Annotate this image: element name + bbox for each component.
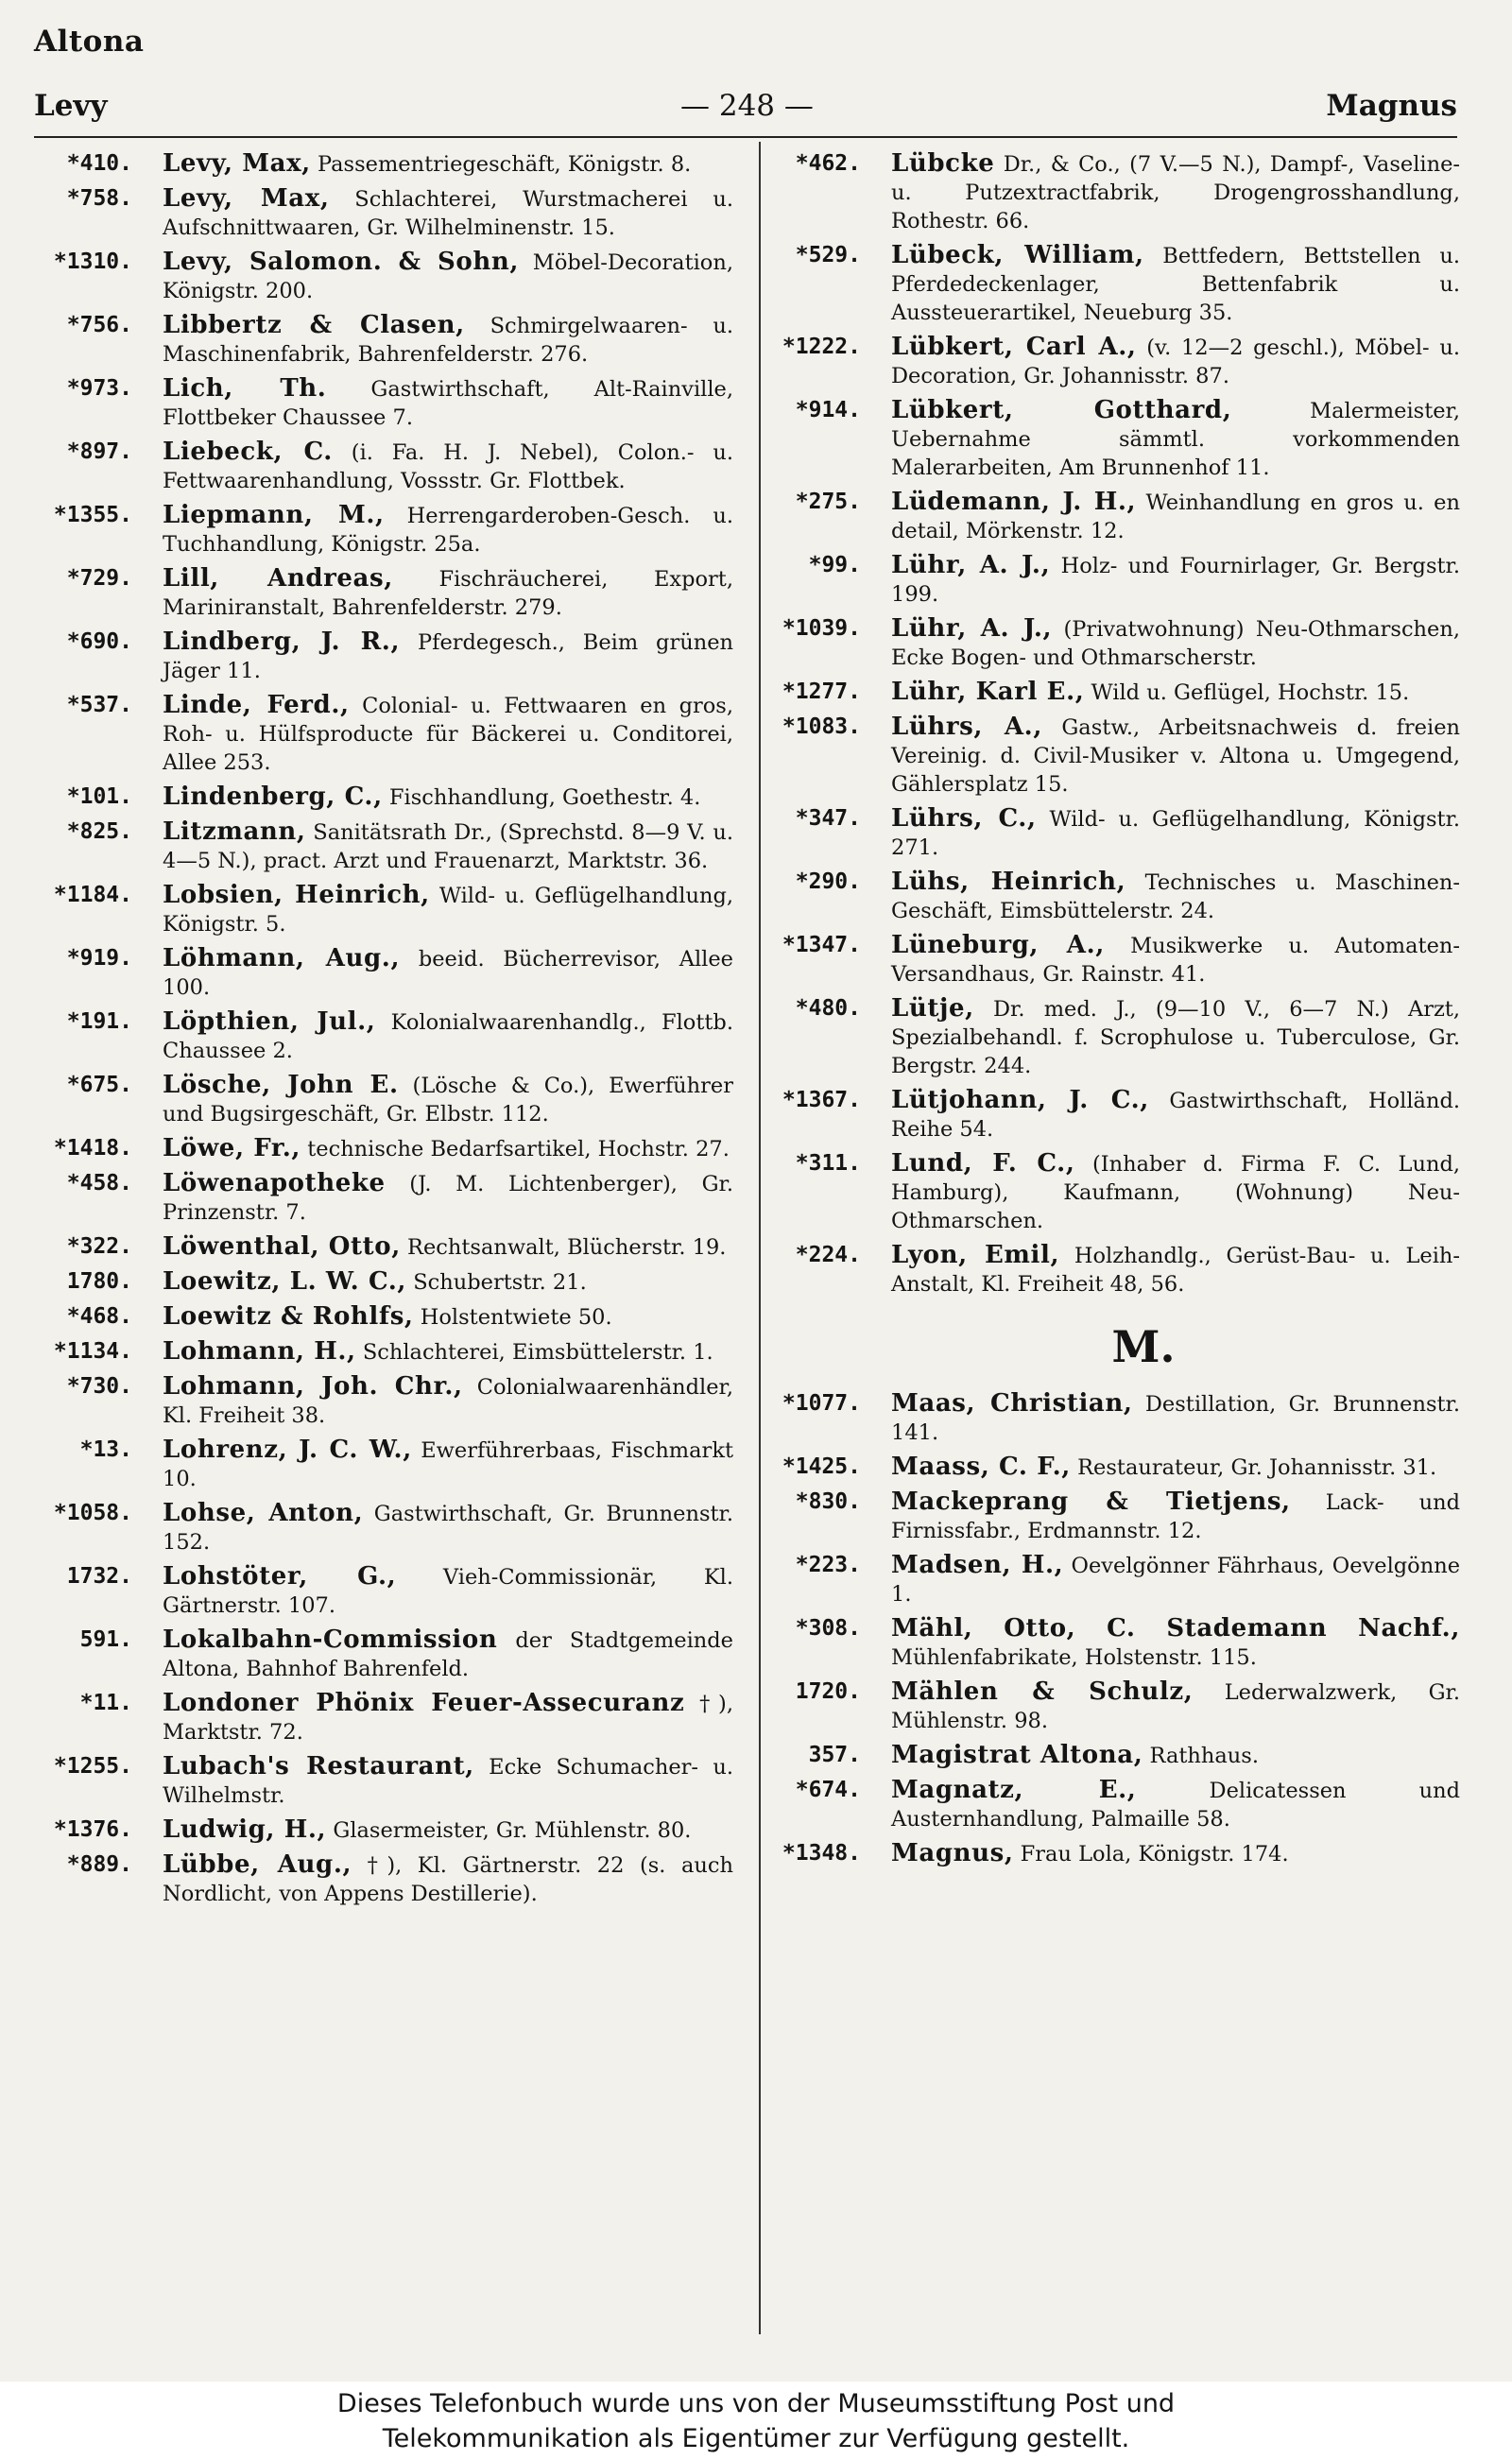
directory-entry: [34, 691, 733, 777]
subscriber-name: Löwenapotheke: [163, 1169, 386, 1197]
phone-number: *529.: [795, 243, 861, 267]
directory-entry: [34, 501, 733, 559]
phone-number: *973.: [66, 376, 132, 401]
subscriber-details: (J. M. Lichtenberger), Gr. Prinzenstr. 7.: [163, 1172, 733, 1225]
subscriber-details: Colonialwaarenhändler, Kl. Freiheit 38.: [163, 1375, 733, 1428]
entry-text: [891, 1741, 1460, 1770]
subscriber-details: Musikwerke u. Automaten-Versandhaus, Gr. Rainstr. 41.: [891, 934, 1460, 987]
entry-text: [891, 241, 1460, 327]
subscriber-name: Loewitz, L. W. C.,: [163, 1267, 407, 1296]
entry-text: [891, 1488, 1460, 1545]
phone-number: 591.: [79, 1627, 132, 1652]
subscriber-name: Lübeck, William,: [891, 241, 1144, 269]
entry-text: [163, 1689, 733, 1746]
entry-text: [163, 1134, 733, 1163]
subscriber-details: Weinhandlung en gros u. en detail, Mörkenstr. 12.: [891, 490, 1460, 543]
entry-text: [163, 374, 733, 432]
entry-text: [163, 881, 733, 938]
subscriber-name: Londoner Phönix Feuer-Assecuranz: [163, 1689, 685, 1717]
phone-number: *1355.: [53, 503, 132, 527]
entry-text: [891, 1086, 1460, 1144]
subscriber-details: Technisches u. Maschinen-Geschäft, Eimsbüttelerstr. 24.: [891, 870, 1460, 923]
phone-number: *690.: [66, 629, 132, 654]
entry-text: [891, 868, 1460, 925]
footer-notice: [0, 2382, 1512, 2460]
directory-entry: [34, 1850, 733, 1908]
entry-text: [163, 248, 733, 305]
directory-entry: [34, 248, 733, 305]
section-letter: M.: [1111, 1321, 1176, 1372]
directory-entry: [770, 678, 1460, 707]
subscriber-details: Schlachterei, Eimsbüttelerstr. 1.: [355, 1340, 713, 1365]
phone-number: *275.: [795, 490, 861, 514]
subscriber-name: Loewitz & Rohlfs,: [163, 1302, 414, 1331]
directory-entry: [34, 1499, 733, 1557]
subscriber-name: Lübbe, Aug.,: [163, 1850, 352, 1879]
phone-number: *537.: [66, 693, 132, 717]
directory-entry: [770, 1086, 1460, 1144]
subscriber-name: Lohse, Anton,: [163, 1499, 364, 1527]
entry-text: [891, 713, 1460, 799]
directory-entry: [770, 1149, 1460, 1235]
phone-number: *1367.: [782, 1088, 861, 1112]
directory-entry: [34, 374, 733, 432]
subscriber-name: Lühr, A. J.,: [891, 551, 1051, 579]
directory-entry: [34, 628, 733, 685]
subscriber-details: der Stadtgemeinde Altona, Bahnhof Bahrenfeld.: [163, 1628, 733, 1681]
entry-text: [891, 614, 1460, 672]
phone-number: *290.: [795, 869, 861, 894]
subscriber-details: (Inhaber d. Firma F. C. Lund, Hamburg), Kaufmann, (Wohnung) Neu-Othmarschen.: [891, 1152, 1461, 1233]
entry-text: [163, 1337, 733, 1367]
entry-text: [163, 438, 733, 495]
subscriber-name: Lühr, Karl E.,: [891, 678, 1085, 706]
subscriber-details: Wild u. Geflügel, Hochstr. 15.: [1084, 680, 1410, 705]
entry-text: [891, 1776, 1460, 1833]
directory-entry: [770, 1241, 1460, 1299]
directory-entry: [34, 817, 733, 875]
subscriber-name: Magnus,: [891, 1839, 1014, 1867]
directory-entry: [34, 1562, 733, 1620]
entry-text: [163, 149, 733, 179]
phone-number: *1255.: [53, 1754, 132, 1779]
directory-entry: [34, 1071, 733, 1128]
subscriber-name: Magnatz, E.,: [891, 1776, 1137, 1804]
phone-number: *1347.: [782, 933, 861, 957]
subscriber-details: Wild- u. Geflügelhandlung, Königstr. 5.: [163, 884, 733, 937]
phone-number: *1425.: [782, 1454, 861, 1479]
subscriber-name: Lobsien, Heinrich,: [163, 881, 430, 909]
phone-number: *1039.: [782, 616, 861, 641]
entry-text: [163, 311, 733, 369]
subscriber-name: Lösche, John E.: [163, 1071, 399, 1099]
entry-text: [163, 691, 733, 777]
directory-entry: [34, 944, 733, 1002]
right-column-l-entries: [770, 149, 1460, 1299]
entry-text: [891, 931, 1460, 989]
directory-entry: [34, 149, 733, 179]
phone-number: *1277.: [782, 680, 861, 704]
subscriber-details: Rechtsanwalt, Blücherstr. 19.: [400, 1235, 727, 1260]
subscriber-details: Glasermeister, Gr. Mühlenstr. 80.: [326, 1818, 692, 1843]
entry-text: [163, 1372, 733, 1430]
subscriber-name: Lühr, A. J.,: [891, 614, 1053, 643]
directory-entry: [34, 1626, 733, 1683]
subscriber-details: Oevelgönner Fährhaus, Oevelgönne 1.: [891, 1554, 1461, 1607]
phone-number: *1184.: [53, 883, 132, 907]
subscriber-name: Levy, Salomon. & Sohn,: [163, 248, 519, 276]
subscriber-details: Herrengarderoben-Gesch. u. Tuchhandlung, Königstr. 25a.: [163, 504, 733, 557]
phone-number: *462.: [795, 151, 861, 176]
entry-text: [163, 944, 733, 1002]
entry-text: [891, 994, 1460, 1080]
subscriber-name: Mackeprang & Tietjens,: [891, 1488, 1291, 1516]
subscriber-details: Dr. med. J., (9—10 V., 6—7 N.) Arzt, Spezialbehandl. f. Scrophulose u. Tuberculose, Gr. Bergstr. 244.: [891, 997, 1460, 1078]
phone-number: *11.: [79, 1691, 132, 1715]
subscriber-name: Maas, Christian,: [891, 1389, 1133, 1418]
entry-text: [163, 1007, 733, 1065]
entry-text: [891, 396, 1460, 482]
subscriber-details: Möbel-Decoration, Königstr. 200.: [163, 250, 733, 303]
directory-entry: [34, 438, 733, 495]
phone-number: *191.: [66, 1009, 132, 1034]
subscriber-name: Lütje,: [891, 994, 974, 1023]
entry-text: [163, 1562, 733, 1620]
phone-number: 357.: [808, 1743, 861, 1767]
footer-line-1: Dieses Telefonbuch wurde uns von der Museumsstiftung Post und: [336, 2389, 1176, 2418]
directory-entry: [34, 1337, 733, 1367]
directory-entry: [770, 994, 1460, 1080]
subscriber-details: Sanitätsrath Dr., (Sprechstd. 8—9 V. u. 4—5 N.), pract. Arzt und Frauenarzt, Marktstr. 36.: [163, 820, 733, 873]
subscriber-name: Löhmann, Aug.,: [163, 944, 401, 972]
subscriber-name: Ludwig, H.,: [163, 1815, 327, 1844]
entry-text: [891, 1551, 1460, 1608]
phone-number: *223.: [795, 1553, 861, 1577]
subscriber-name: Levy, Max,: [163, 149, 311, 178]
subscriber-name: Lührs, A.,: [891, 713, 1042, 741]
subscriber-name: Lührs, C.,: [891, 804, 1037, 833]
directory-entry: [770, 241, 1460, 327]
entry-text: [163, 1436, 733, 1493]
entry-text: [891, 1241, 1460, 1299]
subscriber-name: Löwe, Fr.,: [163, 1134, 301, 1162]
left-keyword: Levy: [34, 89, 108, 123]
phone-number: *1222.: [782, 335, 861, 359]
subscriber-name: Lokalbahn-Commission: [163, 1626, 498, 1654]
subscriber-details: Kolonialwaarenhandlg., Flottb. Chaussee 2.: [163, 1010, 733, 1063]
subscriber-name: Lohstöter, G.,: [163, 1562, 397, 1591]
entry-text: [163, 501, 733, 559]
phone-number: *914.: [795, 398, 861, 422]
subscriber-details: (i. Fa. H. J. Nebel), Colon.- u. Fettwaarenhandlung, Vossstr. Gr. Flottbek.: [163, 440, 734, 493]
entry-text: [163, 1169, 733, 1227]
phone-number: *675.: [66, 1073, 132, 1097]
entry-text: [163, 184, 733, 242]
phone-number: *758.: [66, 186, 132, 211]
subscriber-name: Maass, C. F.,: [891, 1453, 1071, 1481]
phone-number: *729.: [66, 566, 132, 591]
subscriber-details: Gastwirthschaft, Alt-Rainville, Flottbeker Chaussee 7.: [163, 377, 734, 430]
directory-entry: [34, 1302, 733, 1332]
directory-entry: [770, 713, 1460, 799]
entry-text: [163, 1302, 733, 1332]
entry-text: [163, 564, 733, 622]
phone-number: *410.: [66, 151, 132, 176]
entry-text: [891, 1677, 1460, 1735]
directory-entry: [34, 1689, 733, 1746]
subscriber-details: Schmirgelwaaren- u. Maschinenfabrik, Bahrenfelderstr. 276.: [163, 314, 733, 367]
directory-entry: [34, 311, 733, 369]
entry-text: [891, 678, 1460, 707]
directory-entry: [770, 396, 1460, 482]
phone-number: *1058.: [53, 1501, 132, 1525]
subscriber-details: Schlachterei, Wurstmacherei u. Aufschnittwaaren, Gr. Wilhelminenstr. 15.: [163, 187, 733, 240]
subscriber-details: Gastw., Arbeitsnachweis d. freien Vereinig. d. Civil-Musiker v. Altona u. Umgegend, Gählersplatz 15.: [891, 715, 1460, 797]
subscriber-name: Lohmann, Joh. Chr.,: [163, 1372, 463, 1401]
directory-entry: [34, 1267, 733, 1297]
subscriber-details: Wild- u. Geflügelhandlung, Königstr. 271.: [891, 807, 1461, 860]
subscriber-name: Lohmann, H.,: [163, 1337, 356, 1366]
subscriber-name: Lübkert, Carl A.,: [891, 333, 1137, 361]
directory-entry: [770, 149, 1460, 235]
right-column: [770, 149, 1460, 1874]
subscriber-details: Fischhandlung, Goethestr. 4.: [382, 785, 701, 810]
directory-entry: [770, 1614, 1460, 1672]
header-rule: [34, 136, 1457, 138]
subscriber-details: Fischräucherei, Export, Mariniranstalt, Bahrenfelderstr. 279.: [163, 567, 733, 620]
directory-entry: [34, 1436, 733, 1493]
subscriber-name: Lindenberg, C.,: [163, 783, 383, 811]
directory-entry: [34, 881, 733, 938]
directory-entry: [770, 931, 1460, 989]
phone-number: *730.: [66, 1374, 132, 1399]
subscriber-name: Madsen, H.,: [891, 1551, 1064, 1579]
phone-number: *311.: [795, 1151, 861, 1176]
subscriber-details: beeid. Bücherrevisor, Allee 100.: [163, 947, 733, 1000]
directory-entry: [770, 1741, 1460, 1770]
phone-number: *756.: [66, 313, 132, 337]
directory-entry: [770, 551, 1460, 609]
subscriber-name: Lindberg, J. R.,: [163, 628, 401, 656]
phone-number: *674.: [795, 1778, 861, 1802]
phone-number: *830.: [795, 1489, 861, 1514]
subscriber-name: Litzmann,: [163, 817, 306, 846]
subscriber-details: †), Marktstr. 72.: [163, 1692, 733, 1745]
entry-text: [891, 1839, 1460, 1868]
subscriber-details: Bettfedern, Bettstellen u. Pferdedeckenlager, Bettenfabrik u. Aussteuerartikel, Neueburg 35.: [891, 244, 1460, 325]
phone-number: *1418.: [53, 1136, 132, 1161]
subscriber-name: Linde, Ferd.,: [163, 691, 350, 719]
directory-entry: [770, 1677, 1460, 1735]
phone-number: *13.: [79, 1437, 132, 1462]
city-heading: Altona: [34, 25, 145, 59]
subscriber-details: Restaurateur, Gr. Johannisstr. 31.: [1070, 1455, 1437, 1480]
directory-entry: [770, 1453, 1460, 1482]
directory-entry: [770, 333, 1460, 390]
subscriber-details: Holzhandlg., Gerüst-Bau- u. Leih-Anstalt, Kl. Freiheit 48, 56.: [891, 1244, 1460, 1297]
entry-text: [163, 1626, 733, 1683]
subscriber-details: Colonial- u. Fettwaaren en gros, Roh- u. Hülfsproducte für Bäckerei u. Conditorei, Allee 253.: [163, 694, 734, 775]
subscriber-details: Ewerführerbaas, Fischmarkt 10.: [163, 1438, 733, 1491]
subscriber-name: Libbertz & Clasen,: [163, 311, 465, 339]
entry-text: [163, 1071, 733, 1128]
subscriber-name: Löwenthal, Otto,: [163, 1232, 401, 1261]
phone-number: *480.: [795, 996, 861, 1021]
directory-entry: [34, 783, 733, 812]
subscriber-name: Lütjohann, J. C.,: [891, 1086, 1149, 1114]
phone-number: *1376.: [53, 1817, 132, 1842]
entry-text: [163, 628, 733, 685]
phone-number: *919.: [66, 946, 132, 971]
footer-line-2: Telekommunikation als Eigentümer zur Verfügung gestellt.: [382, 2424, 1130, 2453]
subscriber-name: Lübcke: [891, 149, 995, 178]
subscriber-details: Destillation, Gr. Brunnenstr. 141.: [891, 1392, 1460, 1445]
directory-entry: [770, 1776, 1460, 1833]
entry-text: [163, 1850, 733, 1908]
entry-text: [891, 551, 1460, 609]
subscriber-details: †), Kl. Gärtnerstr. 22 (s. auch Nordlicht, von Appens Destillerie).: [163, 1853, 733, 1906]
directory-entry: [770, 1389, 1460, 1447]
column-divider: [759, 142, 761, 2334]
phone-number: *308.: [795, 1616, 861, 1641]
entry-text: [891, 488, 1460, 545]
subscriber-name: Liepmann, M.,: [163, 501, 385, 529]
subscriber-name: Levy, Max,: [163, 184, 330, 213]
entry-text: [891, 333, 1460, 390]
directory-entry: [34, 1232, 733, 1262]
subscriber-name: Lübkert, Gotthard,: [891, 396, 1232, 424]
directory-entry: [34, 1372, 733, 1430]
phone-number: *889.: [66, 1852, 132, 1877]
entry-text: [891, 804, 1460, 862]
entry-text: [891, 149, 1460, 235]
entry-text: [891, 1389, 1460, 1447]
directory-entry: [770, 1551, 1460, 1608]
page-number: — 248 —: [680, 89, 814, 123]
entry-text: [163, 1232, 733, 1262]
right-column-m-entries: [770, 1389, 1460, 1868]
subscriber-details: Delicatessen und Austernhandlung, Palmaille 58.: [891, 1779, 1460, 1832]
subscriber-name: Löpthien, Jul.,: [163, 1007, 376, 1036]
subscriber-name: Lüneburg, A.,: [891, 931, 1105, 959]
subscriber-details: (Privatwohnung) Neu-Othmarschen, Ecke Bogen- und Othmarscherstr.: [891, 617, 1460, 670]
subscriber-name: Lyon, Emil,: [891, 1241, 1060, 1269]
subscriber-details: Dr., & Co., (7 V.—5 N.), Dampf-, Vaseline- u. Putzextractfabrik, Drogengrosshandlung, Rothestr. 66.: [891, 152, 1460, 233]
subscriber-details: Ecke Schumacher- u. Wilhelmstr.: [163, 1755, 733, 1808]
directory-entry: [34, 1169, 733, 1227]
directory-entry: [34, 1134, 733, 1163]
subscriber-details: Vieh-Commissionär, Kl. Gärtnerstr. 107.: [163, 1565, 733, 1618]
phone-number: *468.: [66, 1304, 132, 1329]
subscriber-name: Lill, Andreas,: [163, 564, 393, 593]
phone-number: 1780.: [66, 1269, 132, 1294]
subscriber-name: Mählen & Schulz,: [891, 1677, 1194, 1706]
phone-number: 1732.: [66, 1564, 132, 1589]
phone-number: *347.: [795, 806, 861, 831]
subscriber-name: Lich, Th.: [163, 374, 327, 403]
entry-text: [163, 1499, 733, 1557]
phone-number: *825.: [66, 819, 132, 844]
subscriber-name: Lund, F. C.,: [891, 1149, 1075, 1178]
subscriber-details: Gastwirthschaft, Holländ. Reihe 54.: [891, 1089, 1460, 1142]
subscriber-details: Lederwalzwerk, Gr. Mühlenstr. 98.: [891, 1680, 1460, 1733]
subscriber-details: Frau Lola, Königstr. 174.: [1013, 1842, 1289, 1867]
subscriber-details: Gastwirthschaft, Gr. Brunnenstr. 152.: [163, 1502, 733, 1555]
subscriber-name: Mähl, Otto, C. Stademann Nachf.,: [891, 1614, 1460, 1643]
phone-number: *458.: [66, 1171, 132, 1196]
subscriber-details: (v. 12—2 geschl.), Möbel- u. Decoration, Gr. Johannisstr. 87.: [891, 335, 1460, 388]
subscriber-details: Pferdegesch., Beim grünen Jäger 11.: [163, 630, 733, 683]
subscriber-details: Malermeister, Uebernahme sämmtl. vorkommenden Malerarbeiten, Am Brunnenhof 11.: [891, 399, 1460, 480]
directory-entry: [34, 1007, 733, 1065]
directory-entry: [770, 868, 1460, 925]
phone-number: *897.: [66, 439, 132, 464]
subscriber-name: Lohrenz, J. C. W.,: [163, 1436, 412, 1464]
directory-entry: [770, 1839, 1460, 1868]
entry-text: [163, 1752, 733, 1810]
subscriber-name: Lüdemann, J. H.,: [891, 488, 1137, 516]
entry-text: [163, 817, 733, 875]
entry-text: [163, 1815, 733, 1845]
directory-entry: [770, 804, 1460, 862]
directory-entry: [34, 184, 733, 242]
entry-text: [891, 1149, 1460, 1235]
entry-text: [163, 1267, 733, 1297]
phone-number: *224.: [795, 1243, 861, 1267]
phone-number: *1077.: [782, 1391, 861, 1416]
phone-number: *322.: [66, 1234, 132, 1259]
subscriber-details: Holstentwiete 50.: [413, 1305, 612, 1330]
subscriber-name: Magistrat Altona,: [891, 1741, 1143, 1769]
subscriber-details: Holz- und Fournirlager, Gr. Bergstr. 199.: [891, 554, 1460, 607]
entry-text: [891, 1453, 1460, 1482]
subscriber-details: Schubertstr. 21.: [406, 1270, 587, 1295]
right-keyword: Magnus: [1326, 89, 1457, 123]
subscriber-details: Passementriegeschäft, Königstr. 8.: [310, 152, 692, 177]
directory-entry: [34, 1752, 733, 1810]
subscriber-details: Lack- und Firnissfabr., Erdmannstr. 12.: [891, 1490, 1460, 1543]
directory-entry: [34, 564, 733, 622]
phone-number: *1083.: [782, 714, 861, 739]
subscriber-name: Lubach's Restaurant,: [163, 1752, 474, 1780]
entry-text: [163, 783, 733, 812]
entry-text: [891, 1614, 1460, 1672]
subscriber-name: Lühs, Heinrich,: [891, 868, 1126, 896]
subscriber-name: Liebeck, C.: [163, 438, 333, 466]
phone-number: *1134.: [53, 1339, 132, 1364]
directory-entry: [770, 1488, 1460, 1545]
directory-entry: [34, 1815, 733, 1845]
directory-entry: [770, 614, 1460, 672]
directory-entry: [770, 488, 1460, 545]
phone-number: *99.: [808, 553, 861, 577]
phone-number: *101.: [66, 784, 132, 809]
phone-number: *1348.: [782, 1841, 861, 1866]
subscriber-details: Mühlenfabrikate, Holstenstr. 115.: [891, 1645, 1257, 1670]
phone-number: *1310.: [53, 249, 132, 274]
subscriber-details: Rathhaus.: [1143, 1744, 1259, 1768]
subscriber-details: (Lösche & Co.), Ewerführer und Bugsirgeschäft, Gr. Elbstr. 112.: [163, 1074, 733, 1127]
left-column: [34, 149, 733, 1914]
phone-number: 1720.: [795, 1679, 861, 1704]
subscriber-details: technische Bedarfsartikel, Hochstr. 27.: [301, 1137, 730, 1161]
